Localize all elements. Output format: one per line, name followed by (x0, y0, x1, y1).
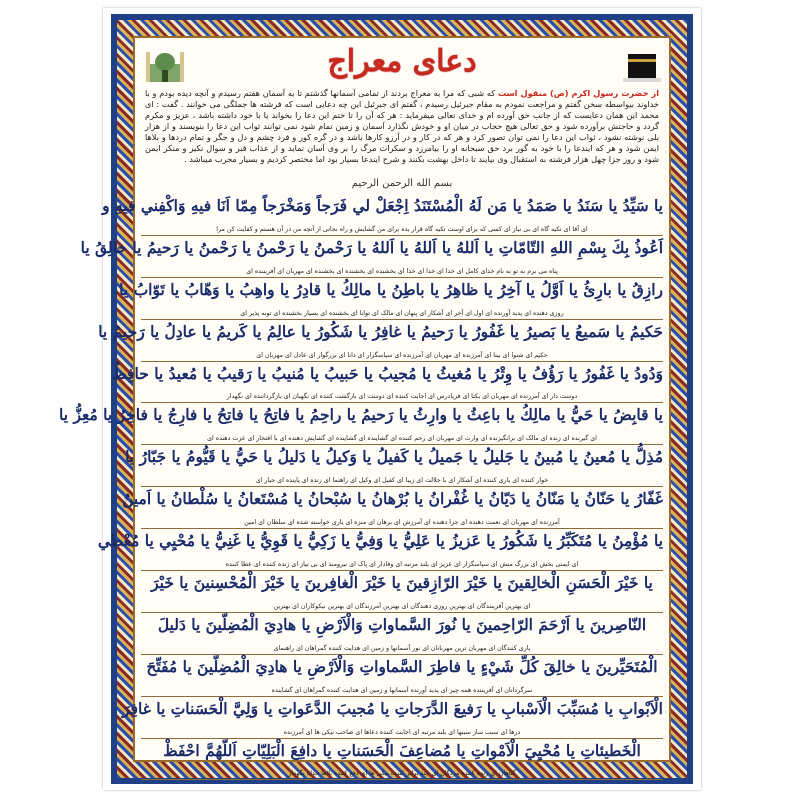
verse-translation: آمرزنده ای مهربان ای نعمت دهنده ای جزا دهنده ای آمرزش ای برهان ای منزه ای یاری خواسته شده ای سلطان ای امین (244, 519, 560, 527)
verse-line (80, 236, 663, 278)
page-title: دعای معراج (327, 44, 477, 79)
verse-arabic: يا قابِضُ يا حَيُّ يا مالِكُ يا باعِثُ يا وارِثُ يا رَحيمُ يا راحِمُ يا فاتِحُ يا فاتِحُ يا فارِجُ يا فاخِرُ يا مُعِزُّ يا (59, 405, 663, 425)
intro-text: که شبی که مرا به معراج بردند از تمامی آسمانها گذشتم تا به آسمان هفتم رسیدم و آنچه دیده بودم و با خداوند بیواسطه سخن گفتم و مراجعت نمودم به مقام جبرئیل رسیدم ، گفتم ای جبرئیل این چه دعایی است که فرشته ها جملگی می خوانند . گفت : ای محمد این همان دعایست که از جانب حق آورده ام و خدای تعالی میفرماید : هر که آن را تا ختم این دعا را بخواند یا با خود داشته باشد ، عزیز و مکرم گردد و حاجتش برآورده شود و حق تعالی هیچ حجاب در میان او و خودش نگذارد آسمان و زمین تمام شود نمی توانند ثواب این دعا را بنویسند و از هزار بلی نوشته نشود ، ثواب این دعا را نمی توان تصور کرد و هر که در کار و در آرزو کارها باشد و در گره کور و فرد چشم و دل و جگر و تمام دردها و بلاها ایمن شود و هر که ایندعا را با خود به گور برد حق سبحانه او را بیامرزد و سکرات مرگ را بر وی آسان نماید و از عذاب قبر و سوال نکیر و منکر ایمن شود و روز جزا چهل هزار فرشته به استقبال وی بیایند تا داخل بهشت بکنند و شرح ایندعا بسیار بود اما مختصر کردیم و بسیار مجرب میباشد . (145, 88, 659, 164)
verse-translation: ای ایمنی بخش ای بزرگ منش ای سپاسگزار ای عزیز ای بلند مرتبه ای وفادار ای پاک ای نیرومند ای بی نیاز ای زنده کننده ای عطا کننده (225, 561, 579, 569)
intro-source: از حضرت رسول اکرم (ص) منقول است (497, 88, 660, 98)
verse-line (141, 655, 663, 697)
verse-arabic: الْمُتَحَيِّرينَ يا خالِقَ كُلِّ شَيْءٍ يا فاطِرَ السَّماواتِ وَالْاَرْضِ يا هادِيَ الْمُضِلّينَ يا مُفَتِّحَ (146, 656, 658, 676)
verse-line (141, 571, 663, 613)
verse-line (112, 362, 663, 404)
verse-translation: پناه می برم به تو به نام خدای کامل ای خدا ای خدا ای خدا ای بخشنده ای بخشنده ای بخشنده ای مهربان ای آفریننده ای (246, 267, 558, 275)
verse-arabic: يا سَيِّدُ يا سَنَدُ يا صَمَدُ يا مَن لَهُ الْمُسْتَنَدُ اِجْعَلْ لي فَرَجاً وَمَخْرَجاً مِمّا اَنَا فيهِ وَاكْفِني فيهِ و (102, 196, 663, 215)
verse-arabic: حَكيمُ يا سَميعُ يا بَصيرُ يا غَفُورُ يا رَحيمُ يا غافِرُ يا شَكُورُ يا عالِمُ يا كَريمُ يا عادِلُ يا رَحيمُ يا (98, 321, 663, 341)
verse-line (102, 194, 663, 236)
verse-arabic: وَدُودُ يا غَفُورُ يا رَؤُفُ يا وِتْرُ يا مُغيثُ يا مُجيبُ يا حَبيبُ يا مُنيبُ يا رَقيبُ يا مُعيدُ يا حافِظُ (112, 363, 663, 383)
poster-content (59, 36, 671, 778)
verse-translation: دوست دار ای آمرزنده ای مهربان ای یکتا ای فریادرس ای اجابت کننده ای دوست ای بازگشت کننده ای نگهبان ای بازگرداننده ای نگهدار (226, 393, 578, 401)
verse-line (98, 320, 663, 362)
verse-translation: سرگردانان ای آفریننده همه چیز ای پدید آورنده آسمانها و زمین ای هدایت کننده گمراهان ای گشاینده (271, 686, 533, 694)
verse-translation: گناهان ای زنده کننده مردگان ای چند برابر کننده نیکی ها ای دفع کننده بلاها خدایا نگهدار (288, 770, 516, 778)
verse-translation: یاری کنندگان ای مهربان ترین مهربانان ای نور آسمانها و زمین ای هدایت کننده گمراهان ای راهنمای (273, 644, 531, 652)
verse-translation: حکیم ای شنوا ای بینا ای آمرزنده ای مهربان ای آمرزنده ای سپاسگزار ای دانا ای بزرگوار ای عادل ای مهربان ای (256, 351, 548, 359)
kaaba-icon (623, 48, 661, 82)
verses-list (59, 194, 663, 778)
verse-arabic: رازِقُ يا بارِئُ يا اَوَّلُ يا آخِرُ يا ظاهِرُ يا باطِنُ يا مالِكُ يا قادِرُ يا واهِبُ يا وَهّابُ يا تَوّابُ يا (119, 279, 663, 299)
verse-arabic: النّاصِرينَ يا اَرْحَمَ الرّاحِمينَ يا نُورَ السَّماواتِ وَالْاَرْضِ يا هادِيَ الْمُضِلّينَ يا دَليلَ (157, 614, 647, 634)
verse-translation: درها ای سبب ساز سببها ای بلند مرتبه ای اجابت کننده دعاها ای صاحب نیکی ها ای آمرزنده (283, 728, 521, 736)
verse-arabic: مُذِلُّ يا مُعينُ يا مُبينُ يا جَليلُ يا جَميلُ يا كَفيلُ يا وَكيلُ يا دَليلُ يا حَيُّ يا قَيُّومُ يا جَبّارُ يا (125, 447, 663, 467)
intro-paragraph (145, 88, 659, 176)
verse-line (141, 739, 663, 781)
verse-translation: خوار کننده ای یاری کننده ای آشکار ای با جلالت ای زیبا ای کفیل ای وکیل ای راهنما ای زنده ای پاینده ای جبار ای (255, 477, 549, 485)
verse-translation: روزی دهنده ای پدید آورنده ای اول ای آخر ای آشکار ای پنهان ای مالک ای توانا ای بخشنده ای بسیار بخشنده ای توبه پذیر ای (240, 309, 564, 317)
verse-arabic: الْخَطيئاتِ يا مُحْيِيَ الْاَمْواتِ يا مُضاعِفَ الْحَسَناتِ يا دافِعَ الْبَلِيّاتِ اَللّهُمَّ احْفَظْ (163, 740, 641, 760)
verse-arabic: يا خَيْرَ الْحَسَنِ الْخالِقينَ يا خَيْرَ الرّازِقينَ يا خَيْرَ الْغافِرينَ يا خَيْرَ الْمُحْسِنينَ يا خَيْرَ (151, 573, 653, 593)
verse-line (119, 278, 663, 320)
verse-line (59, 403, 663, 445)
header (135, 38, 669, 88)
verse-line (125, 445, 663, 487)
basmala: بسم الله الرحمن الرحیم (351, 178, 453, 189)
verse-translation: ای گیرنده ای زنده ای مالک ای برانگیزنده ای وارث ای مهربان ای رحم کننده ای گشاینده ای گشاینده ای گشایش دهنده ای با افتخار ای عزت دهنده ای (207, 435, 597, 443)
verse-arabic: يا مُؤْمِنُ يا مُتَكَبِّرُ يا شَكُورُ يا عَزيزُ يا عَلِيُّ يا وَفِيُّ يا زَكِيُّ يا قَوِيُّ يا غَنِيُّ يا مُحْيِي يا مُعْطي (97, 531, 663, 551)
verse-arabic: الْاَبْوابِ يا مُسَبِّبَ الْاَسْبابِ يا رَفيعَ الدَّرَجاتِ يا مُجيبَ الدَّعَواتِ يا وَلِيَّ الْحَسَناتِ يا غافِرَ (122, 698, 663, 718)
verse-arabic: اَعُوذُ بِكَ بِسْمِ اللهِ التّامّاتِ يا اَللهُ يا اَللهُ يا اَللهُ يا رَحْمنُ يا رَحْمنُ يا رَحْمنُ يا رَحيمُ يا خالِقُ يا (80, 237, 663, 257)
verse-translation: ای آقا ای تکیه گاه ای بی نیاز ای کسی که برای اوست تکیه گاه قرار بده برای من گشایش و راه نجاتی از آنچه من در آن هستم و کفایت کن مرا (216, 225, 588, 233)
poster-sheet (59, 8, 701, 790)
verse-line (122, 697, 663, 739)
verse-translation: ای بهترین آفرینندگان ای بهترین روزی دهندگان ای بهترین آمرزندگان ای بهترین نیکوکاران ای بهترین (273, 602, 531, 610)
verse-line (122, 487, 663, 529)
verse-line (97, 529, 663, 571)
verse-line (141, 613, 663, 655)
verse-arabic: غَفّارُ يا حَنّانُ يا مَنّانُ يا دَيّانُ يا غُفْرانُ يا بُرْهانُ يا سُبْحانُ يا مُسْتَعانُ يا سُلْطانُ يا اَمينُ (122, 489, 663, 509)
